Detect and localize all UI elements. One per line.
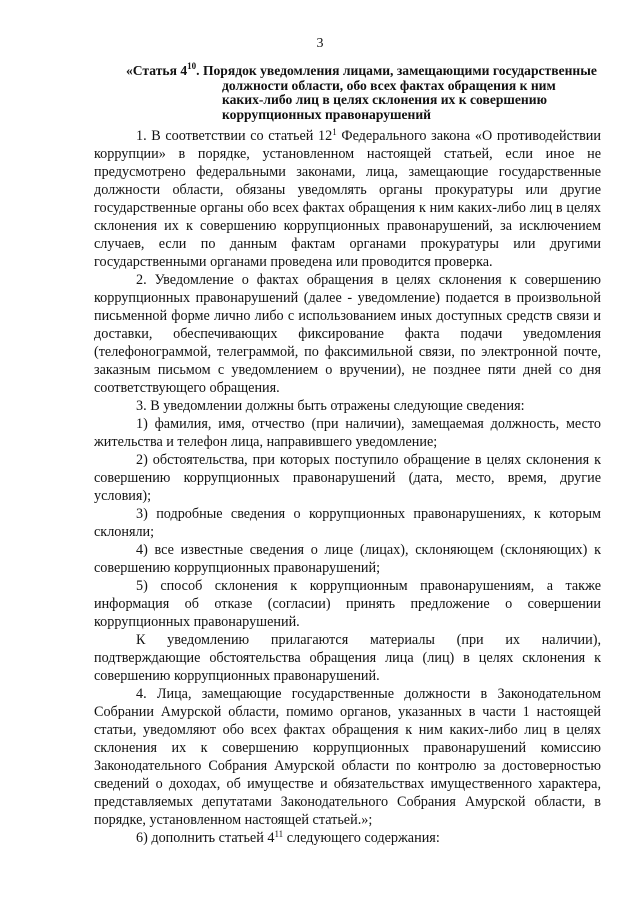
paragraph-3-item-1: 1) фамилия, имя, отчество (при наличии), замещаемая должность, место жительства и телефон лица, направившего уведомление; bbox=[94, 416, 601, 450]
paragraph-1 bbox=[94, 127, 601, 271]
paragraph-1-text-b: Федерального закона «О противодействии коррупции» в порядке, установленном настоящей статьей, если иное не предусмотрено федеральными законами, лица, замещающие государственные должности области, обязаны уведомлять органы прокуратуры или другие государственные органы обо всех фактах обращения к ним каких-либо лиц в целях склонения их к совершению коррупционных правонарушений, за исключением случаев, если по данным фактам органами прокуратуры или другими государственными органами проведена или проводится проверка. bbox=[94, 128, 601, 270]
paragraph-1-text-a: 1. В соответствии со статьей 12 bbox=[136, 128, 333, 144]
paragraph-6-superscript: 11 bbox=[274, 829, 284, 839]
paragraph-6 bbox=[94, 829, 601, 847]
paragraph-3-item-5: 5) способ склонения к коррупционным правонарушениям, а также информация об отказе (согласии) принять предложение о совершении коррупционных правонарушений. bbox=[94, 578, 601, 630]
paragraph-1-superscript: 1 bbox=[332, 127, 337, 137]
article-title-block bbox=[126, 61, 600, 122]
paragraph-6-text-b: следующего содержания: bbox=[283, 830, 440, 846]
article-prefix: «Статья 4 bbox=[126, 63, 188, 78]
paragraph-3-item-3: 3) подробные сведения о коррупционных правонарушениях, к которым склоняли; bbox=[94, 506, 601, 540]
page-number: 3 bbox=[316, 36, 324, 51]
paragraph-3-attachments: К уведомлению прилагаются материалы (при их наличии), подтверждающие обстоятельства обращения лица (лиц) в целях склонения к совершению коррупционных правонарушений. bbox=[94, 632, 601, 684]
paragraph-6-text-a: 6) дополнить статьей 4 bbox=[136, 830, 275, 846]
article-title: . Порядок уведомления лицами, замещающими государственные должности области, обо всех фактах обращения к ним каких-либо лиц в целях склонения их к совершению коррупционных правонарушений bbox=[196, 63, 597, 122]
article-heading bbox=[126, 61, 600, 122]
paragraph-2: 2. Уведомление о фактах обращения в целях склонения к совершению коррупционных правонарушений (далее - уведомление) подается в произвольной письменной форме лично либо с использованием иных доступных средств связи и доставки, обеспечивающих фиксирование факта подачи уведомления (телефонограммой, телеграммой, по факсимильной связи, по электронной почте, заказным письмом с уведомлением о вручении), не позднее пяти дней со дня соответствующего обращения. bbox=[94, 272, 601, 396]
paragraph-3-item-4: 4) все известные сведения о лице (лицах), склоняющем (склоняющих) к совершению коррупционных правонарушений; bbox=[94, 542, 601, 576]
document-body bbox=[94, 127, 601, 847]
paragraph-4: 4. Лица, замещающие государственные должности в Законодательном Собрании Амурской области, помимо органов, указанных в части 1 настоящей статьи, уведомляют обо всех фактах обращения к ним каких-либо лиц в целях склонения их к совершению коррупционных правонарушений комиссию Законодательного Собрания Амурской области по контролю за достоверностью сведений о доходах, об имуществе и обязательствах имущественного характера, представляемых депутатами Законодательного Собрания Амурской области, в порядке, установленном настоящей статьей.»; bbox=[94, 686, 601, 828]
paragraph-3-item-2: 2) обстоятельства, при которых поступило обращение в целях склонения к совершению коррупционных правонарушений (дата, место, время, другие условия); bbox=[94, 452, 601, 504]
article-number-superscript: 10 bbox=[187, 61, 197, 71]
paragraph-3: 3. В уведомлении должны быть отражены следующие сведения: bbox=[136, 398, 525, 414]
